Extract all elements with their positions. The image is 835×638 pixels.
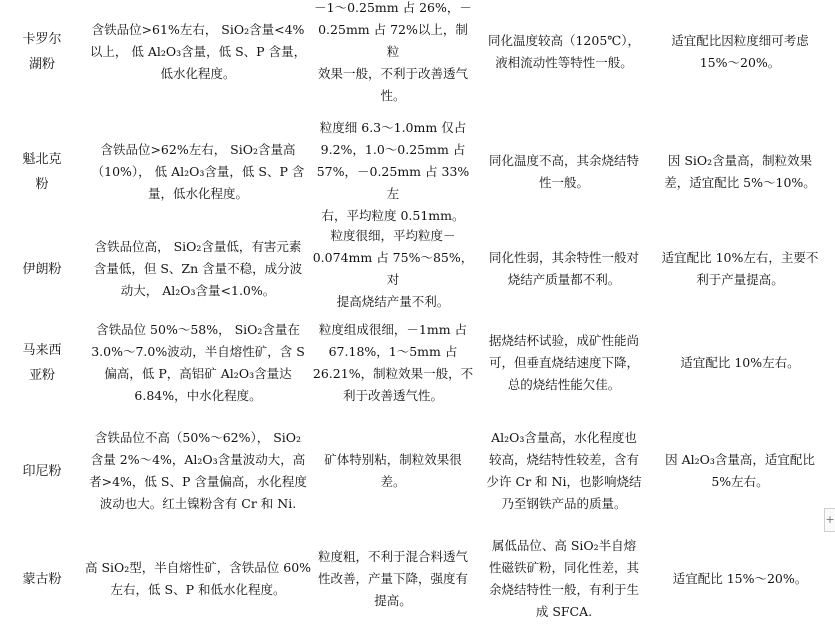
ratio-cell [654, 228, 826, 310]
composition-text: 含铁品位 50%～58%， SiO₂含量在 3.0%～7.0%波动，半自熔性矿，含 S 偏高，低 P，高铝矿 Al₂O₃含量达 6.84%，中水化程度。 [91, 322, 305, 403]
ratio-text: 适宜配比 10%左右，主要不 利于产量提高。 [661, 250, 819, 287]
ratio-cell [654, 113, 826, 230]
sintering-cell [474, 524, 654, 634]
ore-name-cell [0, 524, 84, 634]
ratio-text: 适宜配比 15%～20%。 [672, 571, 808, 586]
ore-name-cell [0, 418, 84, 524]
table-row [0, 228, 824, 310]
ore-name: 伊朗粉 [22, 261, 62, 277]
granularity-cell [312, 524, 474, 634]
sintering-cell [474, 308, 654, 418]
composition-cell [84, 113, 312, 230]
table-row [0, 113, 824, 230]
granularity-text: 粒度粗，不利于混合料透气 性改善，产量下降，强度有 提高。 [317, 549, 468, 608]
composition-cell [84, 308, 312, 418]
ore-name: 魁北克 粉 [22, 151, 62, 192]
sintering-text: 同化温度不高，其余烧结特 性一般。 [488, 152, 639, 190]
composition-cell [84, 418, 312, 524]
granularity-text: －1～0.25mm 占 26%，－ 0.25mm 占 72%以上，制粒 效果一般，不利于改善透气 性。 [314, 0, 472, 103]
ratio-text: 适宜配比 10%左右。 [680, 355, 800, 370]
granularity-cell [312, 113, 474, 230]
table-row [0, 418, 824, 524]
ore-name-cell [0, 228, 84, 310]
composition-text: 高 SiO₂型，半自熔性矿，含铁品位 60% 左右，低 S、P 和低水化程度。 [84, 560, 312, 597]
table-row [0, 524, 824, 634]
ratio-cell [654, 308, 826, 418]
sintering-text: Al₂O₃含量高，水化程度也 较高，烧结特性较差，含有 少许 Cr 和 Ni，也影响烧结 乃至钢铁产品的质量。 [486, 430, 642, 511]
granularity-text: 粒度组成很细，－1mm 占 67.18%，1～5mm 占 26.21%，制粒效果一般，不 利于改善透气性。 [312, 322, 474, 403]
ratio-cell [654, 0, 826, 112]
ore-name: 印尼粉 [22, 463, 62, 479]
sintering-cell [474, 113, 654, 230]
table-row [0, 308, 824, 418]
ratio-text: 适宜配比因粒度细可考虑 15%～20%。 [671, 33, 809, 70]
ratio-text: 因 SiO₂含量高，制粒效果 差，适宜配比 5%～10%。 [664, 152, 816, 190]
granularity-cell [312, 308, 474, 418]
composition-cell [84, 524, 312, 634]
sintering-text: 据烧结杯试验，成矿性能尚 可，但垂直烧结速度下降， 总的烧结性能欠佳。 [488, 333, 639, 392]
ore-name: 马来西 亚粉 [22, 343, 62, 383]
composition-text: 含铁品位不高（50%～62%）， SiO₂ 含量 2%～4%，Al₂O₃含量波动大，高 者>4%，低 S、P 含量偏高，水化程度 波动也大。红土镍粉含有 Cr 和 Ni. [89, 430, 307, 511]
plus-icon: + [825, 513, 835, 526]
table-move-handle[interactable] [824, 508, 835, 532]
ratio-cell [654, 524, 826, 634]
composition-text: 含铁品位高， SiO₂含量低，有害元素 含量低，但 S、Zn 含量不稳，成分波 动大， Al₂O₃含量<1.0%。 [93, 239, 303, 298]
sintering-text: 同化性弱，其余特性一般对 烧结产质量都不利。 [488, 250, 639, 287]
ratio-cell [654, 418, 826, 524]
ore-name-cell [0, 0, 84, 112]
granularity-cell [312, 228, 474, 310]
sintering-cell [474, 418, 654, 524]
sintering-cell [474, 228, 654, 310]
granularity-text: 粒度很细，平均粒度－ 0.074mm 占 75%～85%，对 提高烧结产量不利。 [312, 228, 474, 309]
sintering-text: 同化温度较高（1205℃）， 液相流动性等特性一般。 [487, 33, 641, 70]
sintering-cell [474, 0, 654, 112]
granularity-cell [312, 418, 474, 524]
ore-name: 卡罗尔 湖粉 [22, 32, 62, 72]
composition-text: 含铁品位>62%左右， SiO₂含量高 （10%）， 低 Al₂O₃含量，低 S、P 含 量，低水化程度。 [91, 141, 305, 201]
granularity-cell [312, 0, 474, 112]
ore-name-cell [0, 113, 84, 230]
composition-cell [84, 228, 312, 310]
ore-name: 蒙古粉 [22, 571, 62, 587]
composition-text: 含铁品位>61%左右， SiO₂含量<4% 以上， 低 Al₂O₃含量，低 S、P 含量， 低水化程度。 [89, 22, 307, 81]
ratio-text: 因 Al₂O₃含量高，适宜配比 5%左右。 [665, 452, 815, 489]
granularity-text: 矿体特别粘，制粒效果很 差。 [324, 452, 462, 489]
ore-name-cell [0, 308, 84, 418]
table-row [0, 0, 824, 112]
composition-cell [84, 0, 312, 112]
granularity-text: 粒度细 6.3～1.0mm 仅占 9.2%，1.0～0.25mm 占 57%，－0.25mm 占 33%左 右，平均粒度 0.51mm。 [316, 119, 470, 223]
sintering-text: 属低品位、高 SiO₂半自熔 性磁铁矿粉，同化性差，其 余烧结特性一般，有利于生 成 SFCA. [488, 538, 639, 619]
